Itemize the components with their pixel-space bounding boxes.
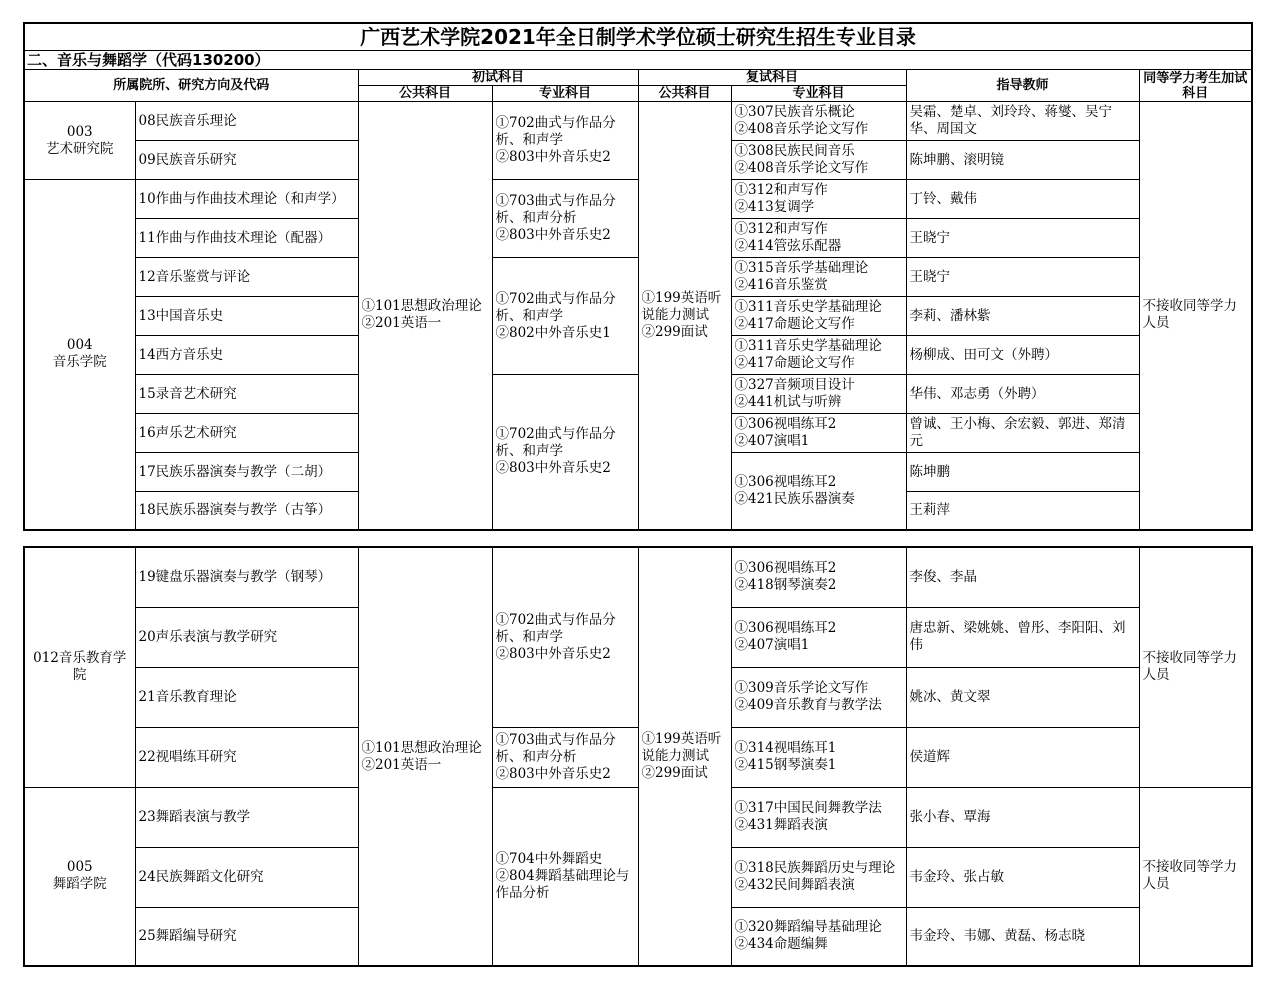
advisor-cell: 侯道辉	[906, 727, 1139, 787]
header-retest: 复试科目	[638, 70, 906, 86]
direction-cell: 17民族乐器演奏与教学（二胡）	[135, 453, 358, 492]
retest-major-cell: ①317中国民间舞教学法 ②431舞蹈表演	[731, 787, 906, 847]
direction-cell: 21音乐教育理论	[135, 667, 358, 727]
retest-major-cell: ①312和声写作 ②413复调学	[731, 180, 906, 219]
retest-public-cell: ①199英语听说能力测试 ②299面试	[638, 102, 731, 530]
initial-major-cell: ①702曲式与作品分析、和声学 ②803中外音乐史2	[492, 547, 638, 727]
advisor-cell: 李莉、潘林紫	[906, 297, 1139, 336]
direction-cell: 23舞蹈表演与教学	[135, 787, 358, 847]
header-equiv: 同等学力考生加试科目	[1139, 70, 1252, 102]
catalog-table-2	[23, 546, 1253, 967]
equiv-cell: 不接收同等学力人员	[1139, 547, 1252, 787]
direction-cell: 22视唱练耳研究	[135, 727, 358, 787]
retest-major-cell: ①311音乐史学基础理论 ②417命题论文写作	[731, 336, 906, 375]
initial-major-cell: ①703曲式与作品分析、和声分析 ②803中外音乐史2	[492, 727, 638, 787]
retest-major-cell: ①318民族舞蹈历史与理论 ②432民间舞蹈表演	[731, 847, 906, 907]
retest-major-cell: ①306视唱练耳2 ②421民族乐器演奏	[731, 453, 906, 530]
header-major-retest: 专业科目	[731, 86, 906, 102]
direction-cell: 25舞蹈编导研究	[135, 907, 358, 966]
advisor-cell: 吴霜、楚卓、刘玲玲、蒋燮、吴宁华、周国文	[906, 102, 1139, 141]
advisor-cell: 华伟、邓志勇（外聘）	[906, 375, 1139, 414]
direction-cell: 11作曲与作曲技术理论（配器）	[135, 219, 358, 258]
direction-cell: 19键盘乐器演奏与教学（钢琴）	[135, 547, 358, 607]
dept-005: 005 舞蹈学院	[24, 787, 135, 966]
advisor-cell: 丁铃、戴伟	[906, 180, 1139, 219]
direction-cell: 15录音艺术研究	[135, 375, 358, 414]
retest-major-cell: ①306视唱练耳2 ②418钢琴演奏2	[731, 547, 906, 607]
retest-major-cell: ①306视唱练耳2 ②407演唱1	[731, 414, 906, 453]
retest-major-cell: ①320舞蹈编导基础理论 ②434命题编舞	[731, 907, 906, 966]
initial-major-cell: ①702曲式与作品分析、和声学 ②803中外音乐史2	[492, 375, 638, 530]
retest-major-cell: ①314视唱练耳1 ②415钢琴演奏1	[731, 727, 906, 787]
advisor-cell: 王晓宁	[906, 258, 1139, 297]
direction-cell: 13中国音乐史	[135, 297, 358, 336]
direction-cell: 18民族乐器演奏与教学（古筝）	[135, 492, 358, 530]
direction-cell: 12音乐鉴赏与评论	[135, 258, 358, 297]
retest-major-cell: ①311音乐史学基础理论 ②417命题论文写作	[731, 297, 906, 336]
advisor-cell: 李俊、李晶	[906, 547, 1139, 607]
initial-major-cell: ①704中外舞蹈史 ②804舞蹈基础理论与作品分析	[492, 787, 638, 966]
header-public-initial: 公共科目	[358, 86, 492, 102]
dept-004: 004 音乐学院	[24, 180, 135, 530]
equiv-cell: 不接收同等学力人员	[1139, 787, 1252, 966]
direction-cell: 08民族音乐理论	[135, 102, 358, 141]
initial-major-cell: ①702曲式与作品分析、和声学 ②802中外音乐史1	[492, 258, 638, 375]
header-advisor: 指导教师	[906, 70, 1139, 102]
retest-major-cell: ①309音乐学论文写作 ②409音乐教育与教学法	[731, 667, 906, 727]
retest-major-cell: ①307民族音乐概论 ②408音乐学论文写作	[731, 102, 906, 141]
header-initial: 初试科目	[358, 70, 638, 86]
direction-cell: 09民族音乐研究	[135, 141, 358, 180]
dept-012: 012音乐教育学院	[24, 547, 135, 787]
advisor-cell: 韦金玲、张占敏	[906, 847, 1139, 907]
advisor-cell: 韦金玲、韦娜、黄磊、杨志晓	[906, 907, 1139, 966]
retest-major-cell: ①315音乐学基础理论 ②416音乐鉴赏	[731, 258, 906, 297]
section-heading: 二、音乐与舞蹈学（代码130200）	[24, 51, 1252, 70]
advisor-cell: 曾诚、王小梅、余宏毅、郭进、郑清元	[906, 414, 1139, 453]
retest-major-cell: ①306视唱练耳2 ②407演唱1	[731, 607, 906, 667]
direction-cell: 24民族舞蹈文化研究	[135, 847, 358, 907]
retest-public-cell: ①199英语听说能力测试 ②299面试	[638, 547, 731, 966]
header-public-retest: 公共科目	[638, 86, 731, 102]
initial-public-cell: ①101思想政治理论 ②201英语一	[358, 547, 492, 966]
direction-cell: 20声乐表演与教学研究	[135, 607, 358, 667]
initial-major-cell: ①702曲式与作品分析、和声学 ②803中外音乐史2	[492, 102, 638, 180]
advisor-cell: 张小春、覃海	[906, 787, 1139, 847]
direction-cell: 10作曲与作曲技术理论（和声学）	[135, 180, 358, 219]
advisor-cell: 姚冰、黄文翠	[906, 667, 1139, 727]
page-title: 广西艺术学院2021年全日制学术学位硕士研究生招生专业目录	[24, 23, 1252, 51]
advisor-cell: 杨柳成、田可文（外聘）	[906, 336, 1139, 375]
retest-major-cell: ①312和声写作 ②414管弦乐配器	[731, 219, 906, 258]
equiv-cell: 不接收同等学力人员	[1139, 102, 1252, 530]
initial-major-cell: ①703曲式与作品分析、和声分析 ②803中外音乐史2	[492, 180, 638, 258]
advisor-cell: 陈坤鹏、滚明镜	[906, 141, 1139, 180]
retest-major-cell: ①327音频项目设计 ②441机试与听辨	[731, 375, 906, 414]
initial-public-cell: ①101思想政治理论 ②201英语一	[358, 102, 492, 530]
retest-major-cell: ①308民族民间音乐 ②408音乐学论文写作	[731, 141, 906, 180]
header-major-initial: 专业科目	[492, 86, 638, 102]
advisor-cell: 王晓宁	[906, 219, 1139, 258]
advisor-cell: 王莉萍	[906, 492, 1139, 530]
advisor-cell: 陈坤鹏	[906, 453, 1139, 492]
header-dept: 所属院所、研究方向及代码	[24, 70, 358, 102]
catalog-table-1	[23, 22, 1253, 531]
advisor-cell: 唐忠新、梁姚姚、曾彤、李阳阳、刘伟	[906, 607, 1139, 667]
dept-003: 003 艺术研究院	[24, 102, 135, 180]
direction-cell: 14西方音乐史	[135, 336, 358, 375]
direction-cell: 16声乐艺术研究	[135, 414, 358, 453]
